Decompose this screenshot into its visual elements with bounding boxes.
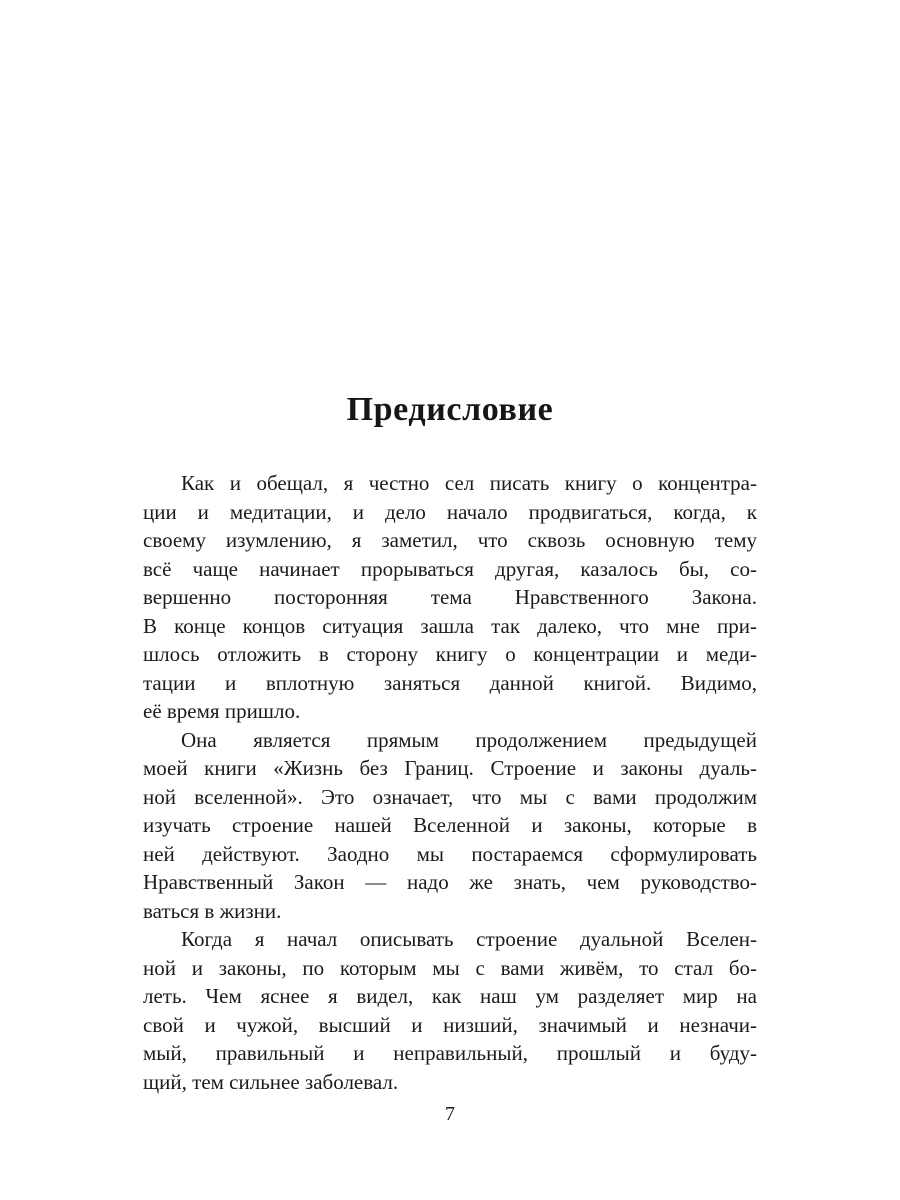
text-line: ваться в жизни. <box>143 898 282 923</box>
text-line: свой и чужой, высший и низший, значимый и незначи- <box>143 1012 757 1037</box>
text-line: моей книги «Жизнь без Границ. Строение и законы дуаль- <box>143 756 757 780</box>
text-line: ции и медитации, и дело начало продвигаться, когда, к <box>143 499 757 524</box>
text-line: изучать строение нашей Вселенной и законы, которые в <box>143 813 757 837</box>
chapter-title: Предисловие <box>346 391 554 428</box>
text-line: щий, тем сильнее заболевал. <box>143 1069 399 1094</box>
text-line: своему изумлению, я заметил, что сквозь основную тему <box>143 528 757 552</box>
text-line: всё чаще начинает прорываться другая, казалось бы, со- <box>143 556 757 581</box>
text-line: леть. Чем яснее я видел, как наш ум разделяет мир на <box>143 984 757 1008</box>
text-line: Она является прямым продолжением предыдущей <box>181 727 757 752</box>
text-line: ной и законы, по которым мы с вами живём, то стал бо- <box>143 955 757 980</box>
paragraph <box>143 726 757 926</box>
text-line: вершенно посторонняя тема Нравственного Закона. <box>143 585 757 609</box>
paragraph <box>143 469 757 726</box>
text-line: её время пришло. <box>143 699 301 723</box>
text-line: ной вселенной». Это означает, что мы с вами продолжим <box>143 784 757 809</box>
text-line: шлось отложить в сторону книгу о концентрации и меди- <box>143 642 757 666</box>
text-line: Нравственный Закон — надо же знать, чем руководство- <box>143 870 757 894</box>
text-line: Как и обещал, я честно сел писать книгу о концентра- <box>181 471 757 495</box>
text-line: В конце концов ситуация зашла так далеко, что мне при- <box>143 613 757 638</box>
text-block <box>143 469 757 1096</box>
page-number: 7 <box>445 1103 455 1125</box>
paragraph <box>143 925 757 1096</box>
text-line: ней действуют. Заодно мы постараемся сформулировать <box>143 841 757 866</box>
text-line: Когда я начал описывать строение дуальной Вселен- <box>181 927 757 951</box>
text-line: мый, правильный и неправильный, прошлый и буду- <box>143 1041 757 1065</box>
text-line: тации и вплотную заняться данной книгой. Видимо, <box>143 670 757 695</box>
